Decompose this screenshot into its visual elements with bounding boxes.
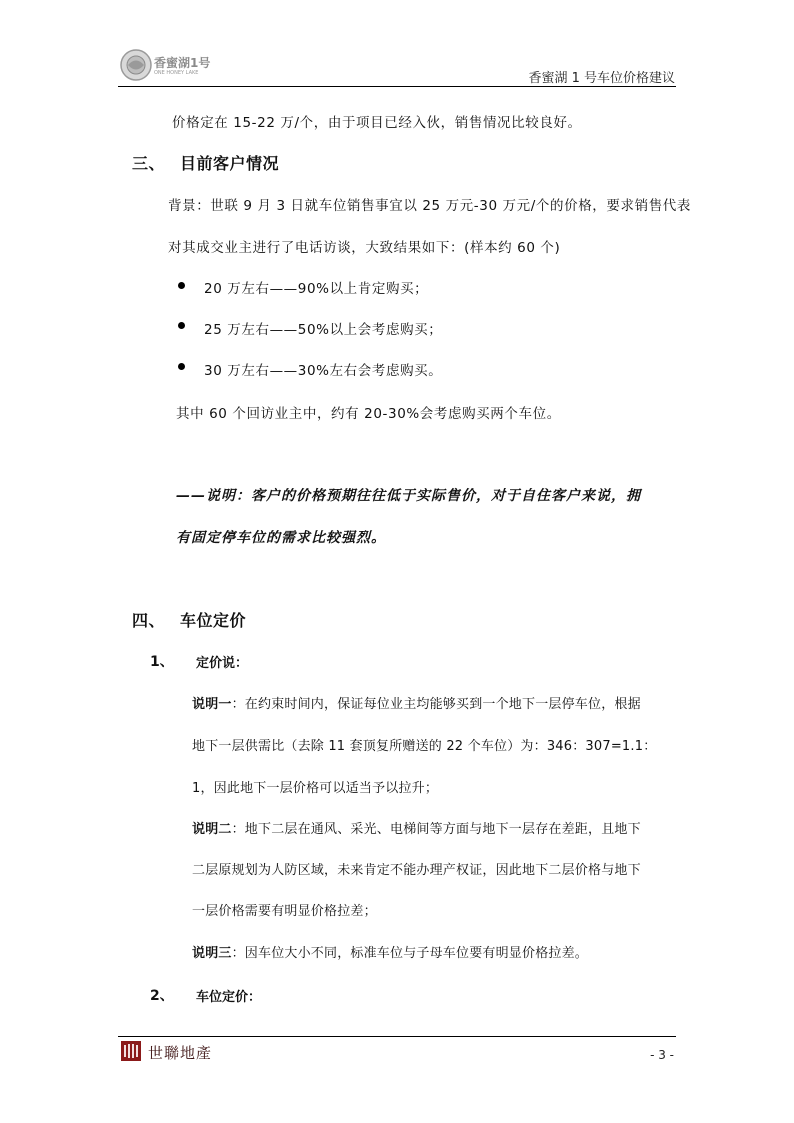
background-line-2: 对其成交业主进行了电话访谈，大致结果如下：(样本约 60 个) [168,240,561,256]
note-line-2: 有固定停车位的需求比较强烈。 [176,530,386,546]
explanation-2-line-1: 说明二：地下二层在通风、采光、电梯间等方面与地下一层存在差距，且地下 [192,822,641,837]
logo-text: 香蜜湖1号 [154,56,211,70]
document-title: 香蜜湖 1 号车位价格建议 [528,71,675,86]
bullet-dot-icon [178,282,185,289]
survey-summary: 其中 60 个回访业主中，约有 20-30%会考虑购买两个车位。 [176,406,561,422]
explanation-3-line-1: 说明三：因车位大小不同，标准车位与子母车位要有明显价格拉差。 [192,946,589,961]
explanation-1-line-1: 说明一：在约束时间内，保证每位业主均能够买到一个地下一层停车位，根据 [192,697,641,712]
bullet-dot-icon [178,363,185,370]
section-4-number: 四、 [132,611,166,630]
subsection-2-number: 2、 [150,988,174,1004]
explanation-3-label: 说明三 [192,946,232,961]
explanation-1-line-2: 地下一层供需比（去除 11 套顶复所赠送的 22 个车位）为：346：307=1.1： [192,739,657,754]
subsection-2-title: 车位定价： [196,990,262,1005]
explanation-1-line-3: 1，因此地下一层价格可以适当予以拉升； [192,781,439,796]
explanation-2-line-2: 二层原规划为人防区域，未来肯定不能办理产权证，因此地下二层价格与地下 [192,863,641,878]
section-3-number: 三、 [132,154,166,173]
paragraph-price-intro: 价格定在 15-22 万/个，由于项目已经入伙，销售情况比较良好。 [172,115,582,131]
bullet-item: 30 万左右——30%左右会考虑购买。 [204,363,443,379]
explanation-2-line-3: 一层价格需要有明显价格拉差； [192,904,377,919]
footer-divider [118,1036,676,1037]
explanation-1-label: 说明一 [192,697,232,712]
subsection-1-number: 1、 [150,654,174,670]
header-logo [118,44,211,86]
logo-subtext: ONE HONEY LAKE [154,70,199,76]
section-3-title: 目前客户情况 [180,154,280,173]
subsection-1-title: 定价说： [196,656,249,671]
section-4-title: 车位定价 [180,611,247,630]
header-divider [118,86,676,87]
bullet-item: 25 万左右——50%以上会考虑购买； [204,322,443,338]
page-number: - 3 - [650,1048,674,1062]
note-line-1: ——说明：客户的价格预期往往低于实际售价，对于自住客户来说，拥 [176,488,641,504]
background-line-1: 背景：世联 9 月 3 日就车位销售事宜以 25 万元-30 万元/个的价格，要求销售代表 [168,198,691,214]
company-logo-icon [121,1041,141,1061]
bullet-item: 20 万左右——90%以上肯定购买； [204,281,429,297]
explanation-2-label: 说明二 [192,822,232,837]
bullet-dot-icon [178,322,185,329]
footer-company-name: 世聯地產 [148,1044,213,1062]
